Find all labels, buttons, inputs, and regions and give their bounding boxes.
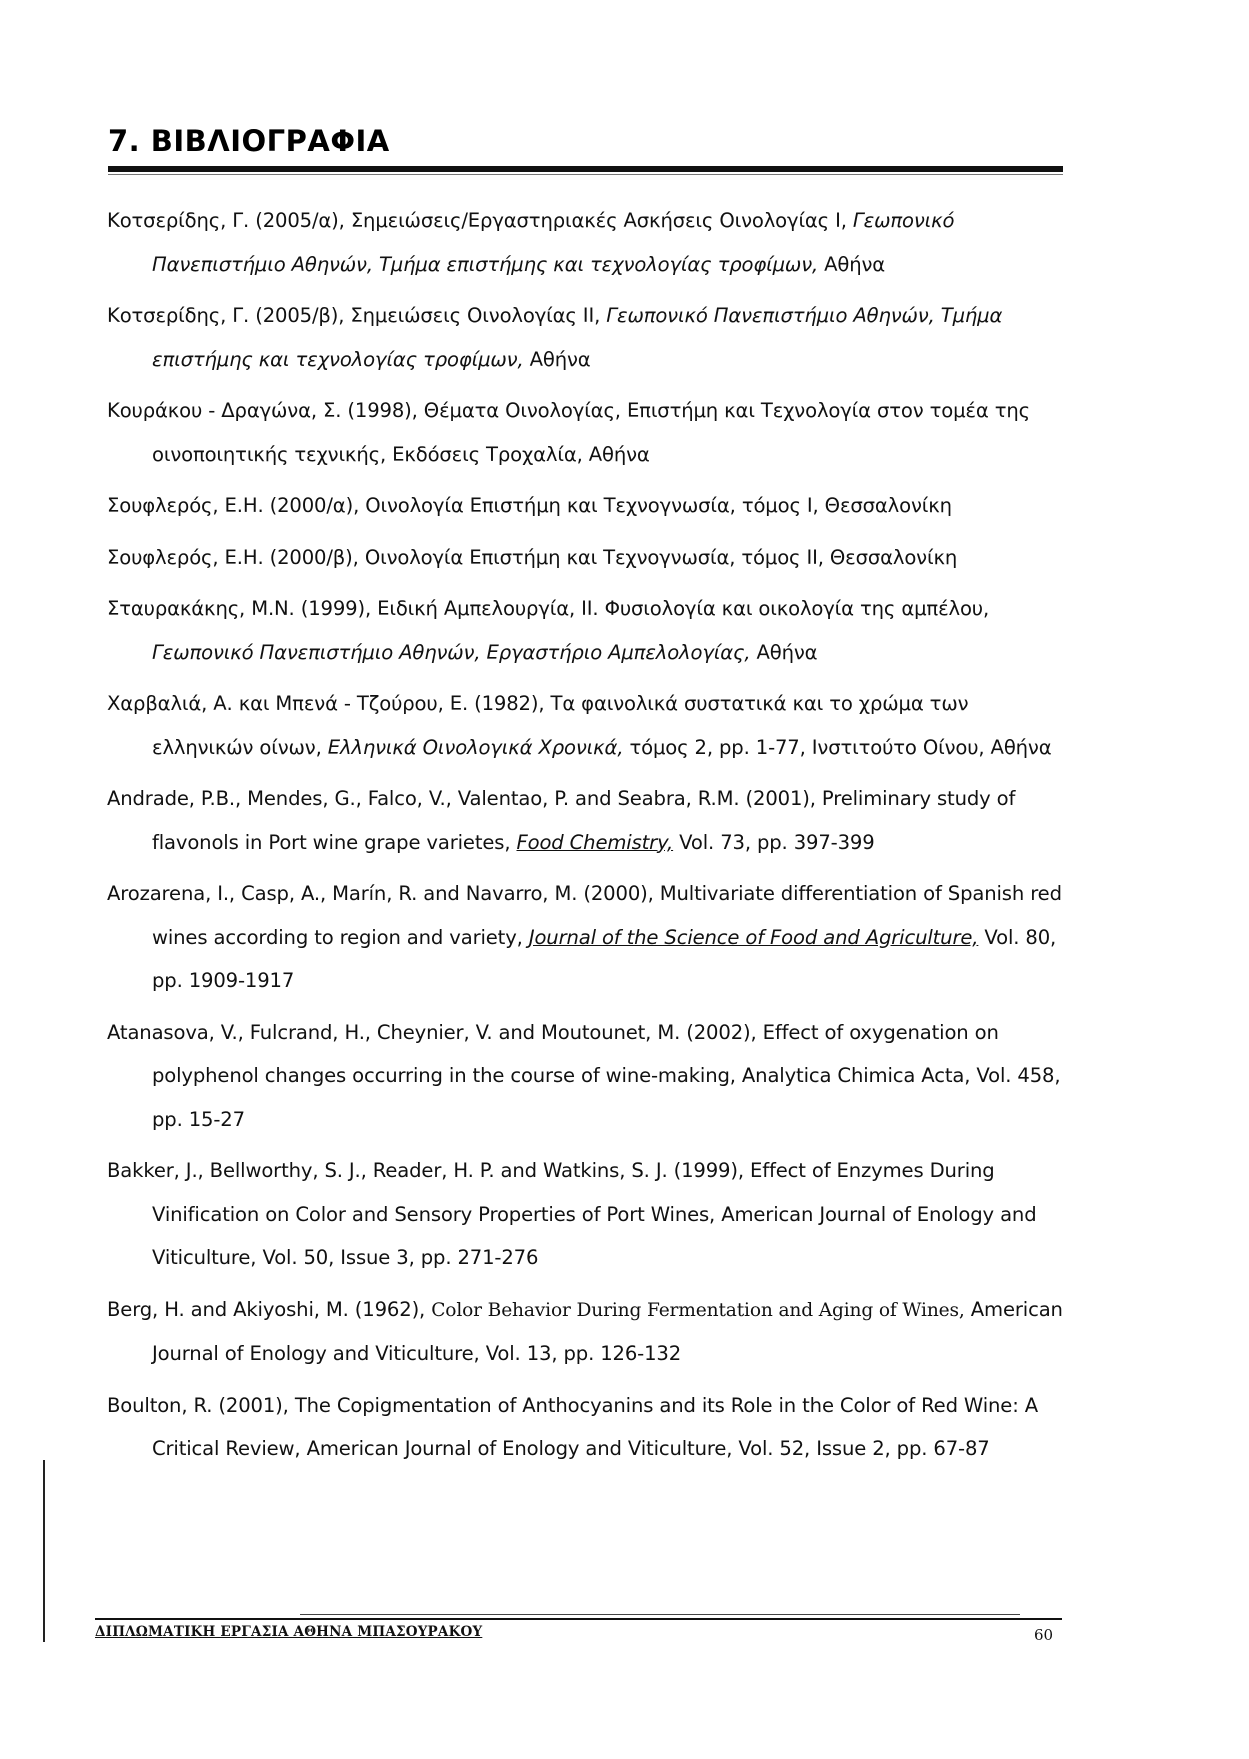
footer-rule — [95, 1618, 1062, 1620]
margin-line — [43, 1460, 45, 1642]
reference-text: τόμος 2, pp. 1-77, Ινστιτούτο Οίνου, Αθήνα — [623, 735, 1052, 759]
reference-text: Vol. 80, pp. 1909-1917 — [152, 925, 1057, 992]
footer-text: ΔΙΠΛΩΜΑΤΙΚΗ ΕΡΓΑΣΙΑ ΑΘΗΝΑ ΜΠΑΣΟΥΡΑΚΟΥ — [95, 1624, 483, 1640]
reference-text: Σουφλερός, Ε.Η. (2000/α), Οινολογία Επιστήμη και Τεχνογνωσία, τόμος Ι, Θεσσαλονίκη — [107, 494, 952, 517]
reference-item — [107, 682, 1072, 769]
reference-text: Κουράκου - Δραγώνα, Σ. (1998), Θέματα Οινολογίας, Επιστήμη και Τεχνολογία στον τομέα της οινοποιητικής τεχνικής, Εκδόσεις Τροχαλία, Αθήνα — [107, 399, 1030, 466]
page-title: 7. ΒΙΒΛΙΟΓΡΑΦΙΑ — [108, 124, 390, 158]
reference-source: Ελληνικά Οινολογικά Χρονικά, — [327, 735, 624, 759]
reference-text: Αθήνα — [818, 252, 886, 276]
reference-item — [107, 536, 1072, 580]
reference-item — [107, 1011, 1072, 1142]
reference-text: Andrade, P.B., Mendes, G., Falco, V., Valentao, P. and Seabra, R.M. (2001), Preliminary study of flavonols in Port wine grape varietes, — [107, 787, 1016, 854]
reference-text: Σουφλερός, Ε.Η. (2000/β), Οινολογία Επιστήμη και Τεχνογνωσία, τόμος ΙΙ, Θεσσαλονίκη — [107, 545, 958, 569]
reference-text: Atanasova, V., Fulcrand, H., Cheynier, V. and Moutounet, M. (2002), Effect of oxygenation on polyphenol changes occurring in the course of wine-making, Analytica Chimica Acta, Vol. 458, pp. 15-27 — [107, 1020, 1061, 1131]
reference-text: Berg, H. and Akiyoshi, M. (1962), — [107, 1297, 432, 1321]
reference-source: Food Chemistry, — [516, 830, 674, 854]
reference-text: American Journal of Enology and Viticulture, Vol. 13, pp. 126-132 — [152, 1297, 1063, 1365]
reference-text: Χαρβαλιά, Α. και Μπενά - Τζούρου, Ε. (1982), Τα φαινολικά συστατικά και το χρώμα των ελληνικών οίνων, — [107, 692, 969, 759]
footer-rule-top — [300, 1614, 1020, 1615]
title-rule-thin — [108, 174, 1063, 175]
reference-item — [107, 1288, 1072, 1376]
reference-item — [107, 389, 1072, 476]
page-number: 60 — [1034, 1626, 1054, 1644]
reference-text: Αθήνα — [750, 640, 818, 664]
reference-source: Γεωπονικό Πανεπιστήμιο Αθηνών, Τμήμα επιστήμης και τεχνολογίας τροφίμων, — [152, 304, 1003, 371]
reference-text: Bakker, J., Bellworthy, S. J., Reader, H. P. and Watkins, S. J. (1999), Effect of Enzymes During Vinification on Color and Sensory Properties of Port Wines, American Journal of Enology and Viticulture, Vol. 50, Issue 3, pp. 271-276 — [107, 1159, 1037, 1269]
reference-item — [107, 777, 1072, 864]
reference-text: Κοτσερίδης, Γ. (2005/β), Σημειώσεις Οινολογίας ΙΙ, — [107, 304, 607, 327]
reference-text: Αθήνα — [523, 347, 591, 371]
reference-item — [107, 199, 1072, 286]
reference-title: Color Behavior During Fermentation and Aging of Wines, — [431, 1299, 965, 1321]
reference-text: Κοτσερίδης, Γ. (2005/α), Σημειώσεις/Εργαστηριακές Ασκήσεις Οινολογίας Ι, — [107, 209, 853, 232]
title-rule — [108, 166, 1063, 172]
reference-item — [107, 484, 1072, 528]
reference-item — [107, 1384, 1072, 1471]
reference-item — [107, 1149, 1072, 1280]
reference-text: Arozarena, I., Casp, A., Marín, R. and Navarro, M. (2000), Multivariate differentiation of Spanish red wines according to region and variety, — [107, 882, 1062, 949]
reference-source: Journal of the Science of Food and Agriculture, — [528, 925, 979, 949]
reference-item — [107, 294, 1072, 381]
reference-item — [107, 872, 1072, 1003]
reference-source: Γεωπονικό Πανεπιστήμιο Αθηνών, Τμήμα επιστήμης και τεχνολογίας τροφίμων, — [152, 209, 955, 276]
reference-source: Γεωπονικό Πανεπιστήμιο Αθηνών, Εργαστήριο Αμπελολογίας, — [152, 640, 751, 664]
reference-text: Boulton, R. (2001), The Copigmentation of Anthocyanins and its Role in the Color of Red Wine: A Critical Review, American Journal of Enology and Viticulture, Vol. 52, Issue 2, pp. 67-87 — [107, 1393, 1038, 1460]
reference-text: Σταυρακάκης, Μ.Ν. (1999), Ειδική Αμπελουργία, ΙΙ. Φυσιολογία και οικολογία της αμπέλου, — [107, 597, 990, 620]
reference-item — [107, 587, 1072, 674]
reference-text: Vol. 73, pp. 397-399 — [673, 830, 875, 854]
reference-list — [107, 199, 1072, 1479]
